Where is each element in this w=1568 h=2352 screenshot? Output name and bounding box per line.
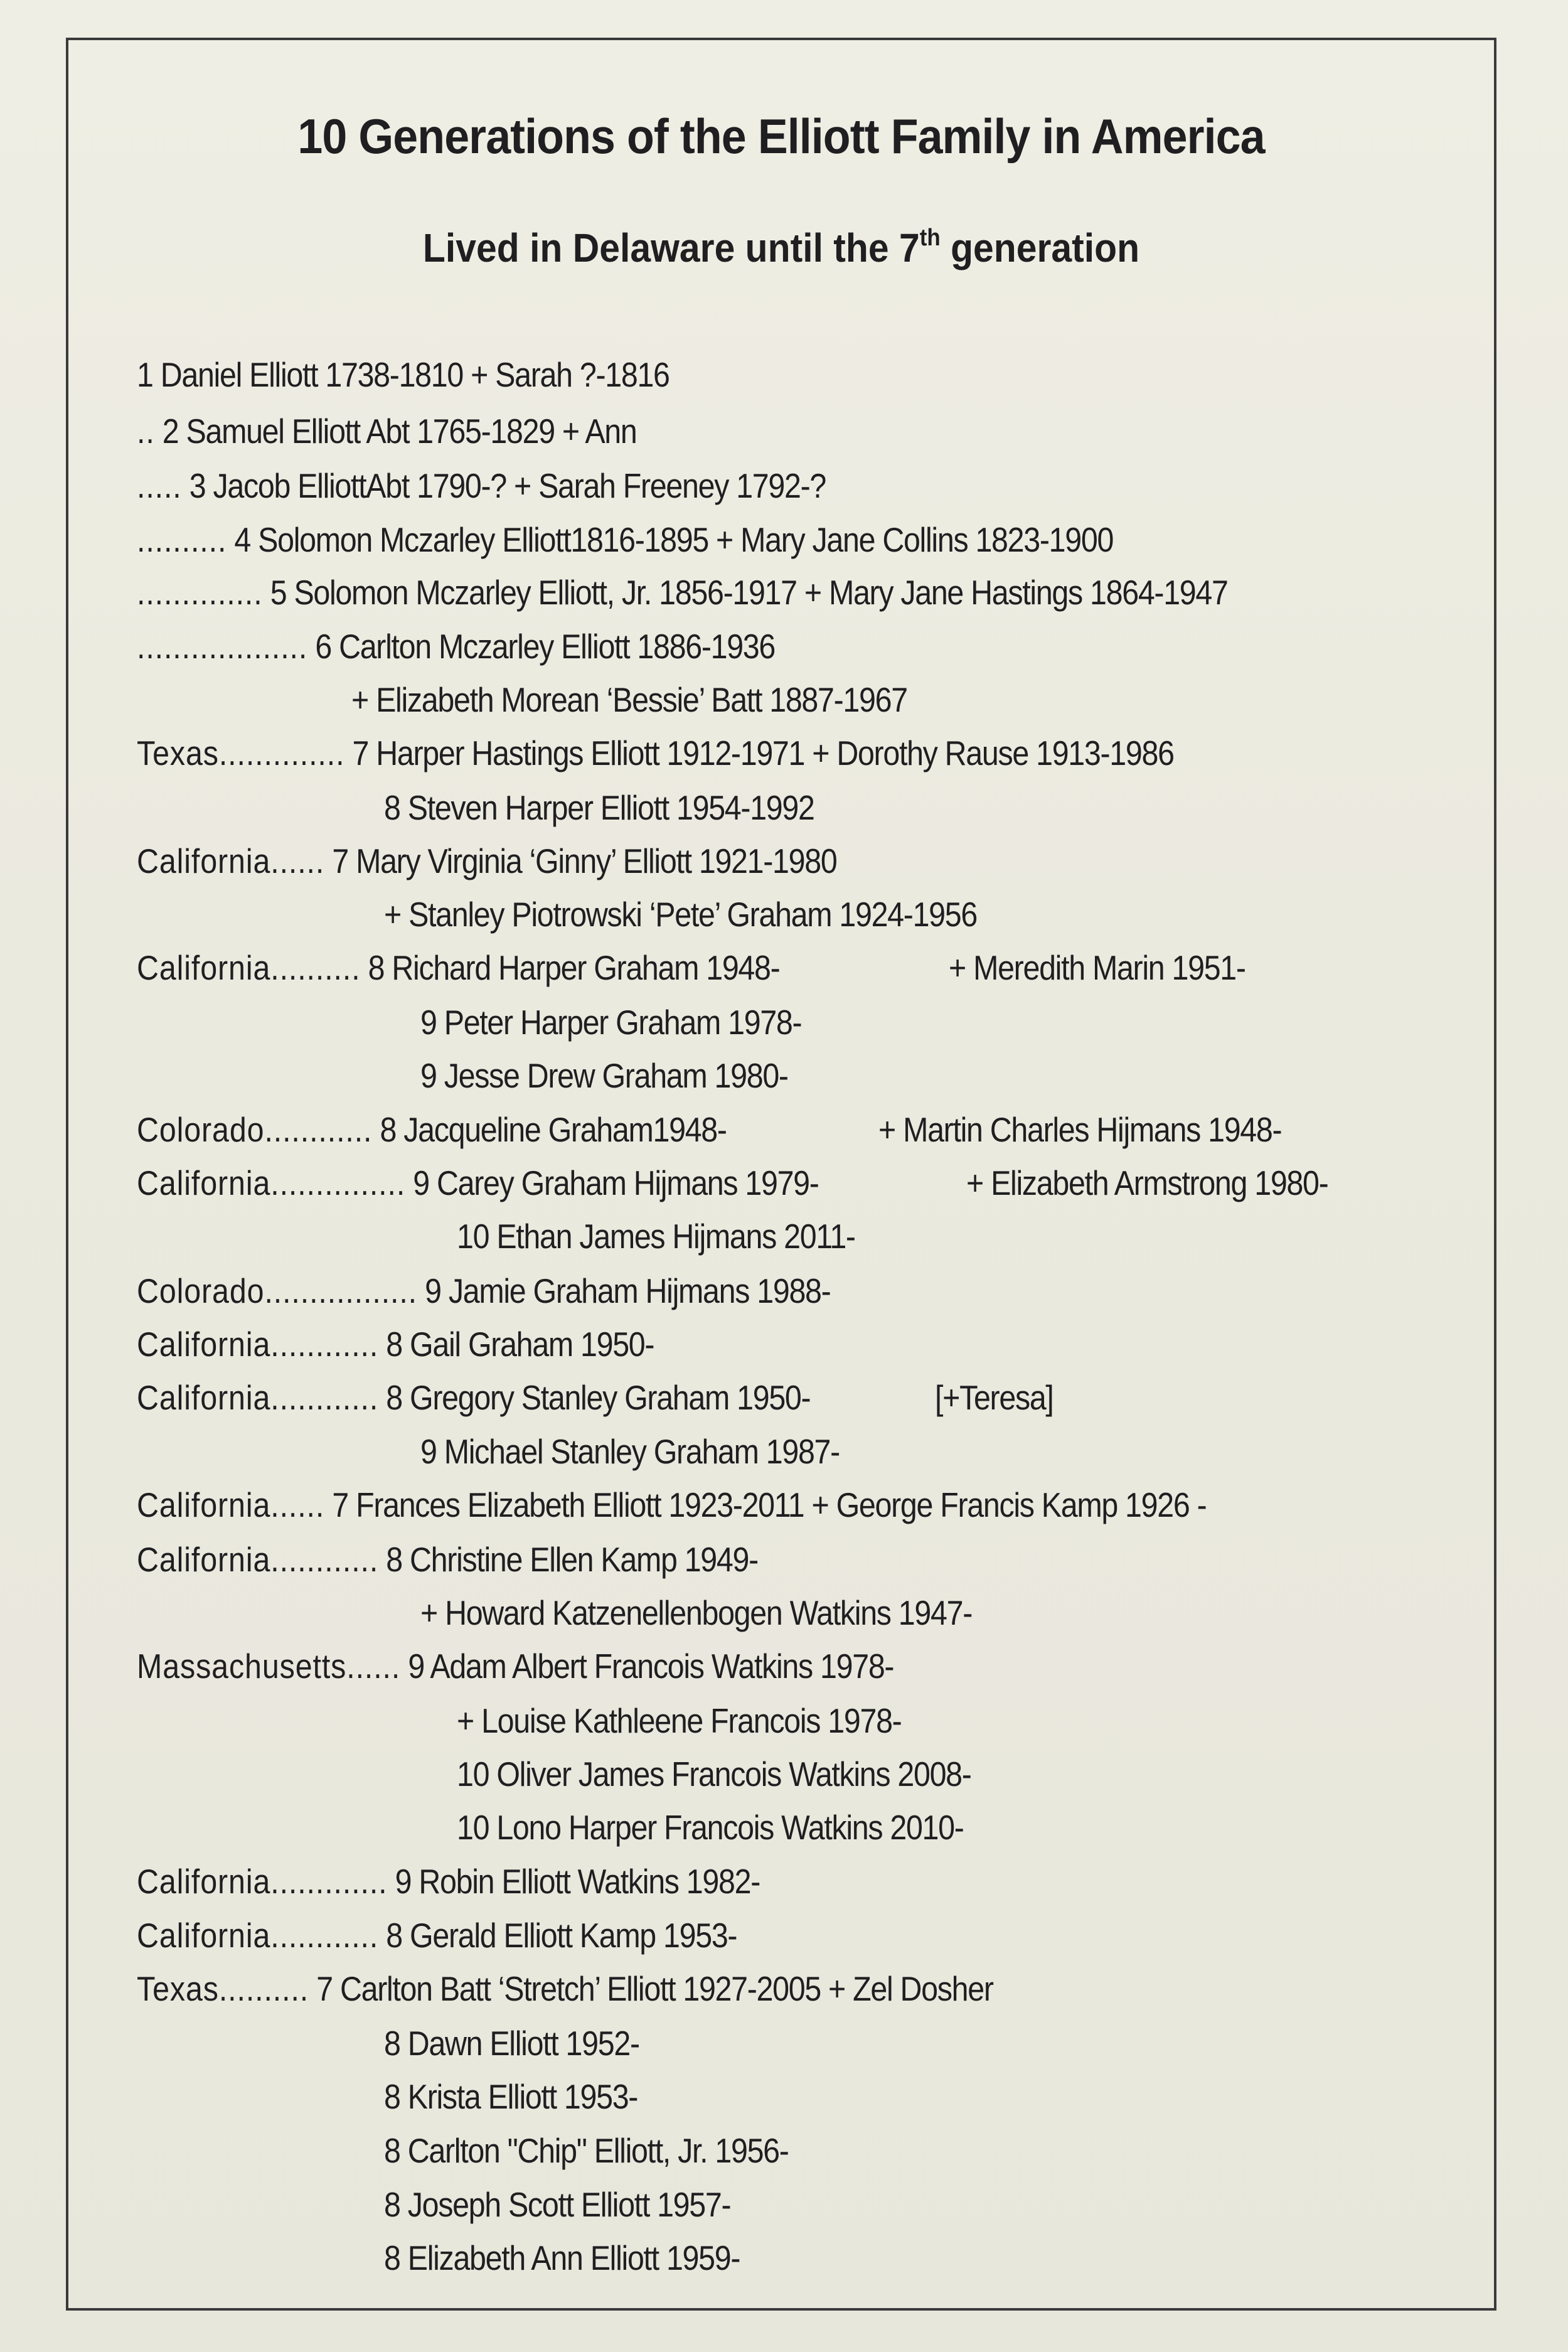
genealogy-entry <box>137 733 1174 773</box>
entry-generation-number: 7 <box>332 842 348 880</box>
entry-generation-number: 8 <box>386 1325 402 1364</box>
genealogy-entry <box>384 2184 730 2225</box>
genealogy-entry <box>137 411 636 451</box>
entry-person-text: Jacob ElliottAbt 1790-? + Sarah Freeney 1792-? <box>213 466 826 505</box>
entry-person-text: Gregory Stanley Graham 1950- <box>410 1378 811 1417</box>
entry-person-text: Solomon Mczarley Elliott1816-1895 + Mary Jane Collins 1823-1900 <box>258 520 1114 559</box>
entry-generation-number: 2 <box>162 412 179 451</box>
entry-person-text: + Louise Kathleene Francois 1978- <box>457 1701 902 1740</box>
genealogy-entry <box>137 1915 737 1955</box>
entry-person-text: Carlton Mczarley Elliott 1886-1936 <box>339 627 776 666</box>
entry-location-prefix: California.......... <box>137 948 361 987</box>
entry-person-text: Frances Elizabeth Elliott 1923-2011 + George Francis Kamp 1926 - <box>356 1485 1207 1524</box>
entry-person-text: Jesse Drew Graham 1980- <box>444 1056 788 1095</box>
genealogy-entry <box>137 355 669 395</box>
entry-person-text: Lono Harper Francois Watkins 2010- <box>496 1808 964 1847</box>
entry-generation-number: 7 <box>316 1969 333 2008</box>
entry-person-text: + Elizabeth Morean ‘Bessie’ Batt 1887-1967 <box>351 680 907 719</box>
genealogy-entry <box>137 1324 654 1364</box>
genealogy-entry <box>457 1807 964 1847</box>
entry-location-prefix: Colorado............ <box>137 1110 373 1149</box>
entry-person-text: Harper Hastings Elliott 1912-1971 + Dorothy Rause 1913-1986 <box>376 734 1174 772</box>
entry-spouse: [+Teresa] <box>935 1378 1053 1417</box>
entry-location-prefix: Massachusetts...... <box>137 1647 401 1686</box>
entry-person-text: + Stanley Piotrowski ‘Pete’ Graham 1924-1956 <box>384 895 977 934</box>
genealogy-entry <box>457 1216 855 1256</box>
entry-person-text: Joseph Scott Elliott 1957- <box>407 2185 731 2224</box>
entry-location-prefix: Texas.............. <box>137 734 345 772</box>
entry-location-prefix: .............. <box>137 573 263 612</box>
entry-person-text: + Howard Katzenellenbogen Watkins 1947- <box>420 1593 972 1632</box>
document-title: 10 Generations of the Elliott Family in America <box>297 109 1265 164</box>
entry-generation-number: 8 <box>368 948 385 987</box>
genealogy-entry <box>137 841 836 881</box>
entry-location-prefix: .......... <box>137 520 227 559</box>
entry-generation-number: 8 <box>386 1916 402 1955</box>
genealogy-entry <box>137 1539 758 1580</box>
subtitle-end: generation <box>940 225 1140 270</box>
genealogy-entry <box>420 1056 788 1096</box>
entry-spouse: + Elizabeth Armstrong 1980- <box>966 1163 1328 1202</box>
entry-generation-number: 3 <box>189 466 206 505</box>
genealogy-entry <box>384 2077 637 2117</box>
entry-person-text: Christine Ellen Kamp 1949- <box>410 1540 758 1579</box>
entry-spouse: + Meredith Marin 1951- <box>949 948 1245 987</box>
entry-generation-number: 10 <box>457 1808 489 1847</box>
entry-generation-number: 5 <box>270 573 287 612</box>
entry-generation-number: 4 <box>234 520 251 559</box>
entry-generation-number: 10 <box>457 1217 489 1256</box>
entry-person-text: Samuel Elliott Abt 1765-1829 + Ann <box>186 412 637 451</box>
entry-location-prefix: California............ <box>137 1916 379 1955</box>
entry-person-text: Solomon Mczarley Elliott, Jr. 1856-1917 + Mary Jane Hastings 1864-1947 <box>294 573 1228 612</box>
genealogy-entry <box>384 788 814 828</box>
entry-generation-number: 9 <box>395 1862 412 1901</box>
genealogy-entry <box>420 1002 801 1042</box>
entry-generation-number: 9 <box>408 1647 424 1686</box>
genealogy-entry <box>137 466 826 506</box>
subtitle-superscript: th <box>919 225 941 251</box>
entry-generation-number: 1 <box>137 355 153 394</box>
entry-person-text: Jacqueline Graham1948- <box>403 1110 727 1149</box>
entry-person-text: Ethan James Hijmans 2011- <box>496 1217 855 1256</box>
genealogy-entry <box>137 520 1113 560</box>
genealogy-entry <box>351 680 907 720</box>
entry-person-text: Robin Elliott Watkins 1982- <box>419 1862 760 1901</box>
entry-person-text: Peter Harper Graham 1978- <box>444 1003 802 1042</box>
entry-location-prefix: ..... <box>137 466 182 505</box>
entry-person-text: Daniel Elliott 1738-1810 + Sarah ?-1816 <box>160 355 669 394</box>
entry-person-text: Richard Harper Graham 1948- <box>392 948 780 987</box>
entry-location-prefix: California............. <box>137 1862 388 1901</box>
entry-generation-number: 7 <box>332 1485 348 1524</box>
subtitle-main: Lived in Delaware until the 7 <box>422 225 920 270</box>
entry-person-text: Carey Graham Hijmans 1979- <box>437 1163 819 1202</box>
entry-location-prefix: California...... <box>137 842 325 880</box>
genealogy-entry <box>137 1969 993 2009</box>
entry-generation-number: 9 <box>413 1163 429 1202</box>
entry-location-prefix: California............... <box>137 1163 406 1202</box>
entry-person-text: Jamie Graham Hijmans 1988- <box>448 1271 831 1310</box>
genealogy-entry <box>137 1485 1206 1525</box>
entry-generation-number: 8 <box>384 2077 400 2116</box>
genealogy-entry <box>384 2238 740 2278</box>
entry-generation-number: 8 <box>384 2024 400 2063</box>
entry-person-text: Elizabeth Ann Elliott 1959- <box>407 2238 740 2277</box>
entry-generation-number: 8 <box>380 1110 397 1149</box>
entry-person-text: Carlton "Chip" Elliott, Jr. 1956- <box>407 2131 789 2170</box>
genealogy-entry <box>457 1754 971 1794</box>
entry-person-text: Krista Elliott 1953- <box>407 2077 638 2116</box>
genealogy-entry <box>420 1431 840 1472</box>
entry-person-text: Michael Stanley Graham 1987- <box>444 1432 840 1471</box>
genealogy-entry <box>137 572 1228 612</box>
entry-generation-number: 9 <box>420 1056 437 1095</box>
entry-location-prefix: California............ <box>137 1540 379 1579</box>
entry-location-prefix: California............ <box>137 1325 379 1364</box>
entry-generation-number: 8 <box>384 2238 400 2277</box>
genealogy-entry <box>137 1377 810 1418</box>
genealogy-entry <box>137 1163 819 1203</box>
genealogy-entry <box>137 626 775 666</box>
entry-person-text: Gail Graham 1950- <box>410 1325 654 1364</box>
entry-generation-number: 8 <box>386 1540 402 1579</box>
entry-person-text: Steven Harper Elliott 1954-1992 <box>407 788 814 827</box>
entry-spouse: + Martin Charles Hijmans 1948- <box>878 1110 1282 1149</box>
entry-location-prefix: Colorado................. <box>137 1271 418 1310</box>
entry-person-text: Dawn Elliott 1952- <box>407 2024 639 2063</box>
genealogy-entry <box>457 1701 901 1741</box>
entry-person-text: Oliver James Francois Watkins 2008- <box>496 1755 971 1793</box>
document-subtitle <box>123 225 1439 271</box>
entry-person-text: Mary Virginia ‘Ginny’ Elliott 1921-1980 <box>356 842 837 880</box>
entry-generation-number: 6 <box>315 627 331 666</box>
entry-generation-number: 9 <box>420 1003 437 1042</box>
entry-person-text: Gerald Elliott Kamp 1953- <box>410 1916 737 1955</box>
genealogy-entry <box>137 948 779 988</box>
entry-generation-number: 8 <box>384 2131 400 2170</box>
entry-generation-number: 10 <box>457 1755 489 1793</box>
entry-generation-number: 9 <box>420 1432 437 1471</box>
entry-location-prefix: California............ <box>137 1378 379 1417</box>
genealogy-entry <box>384 894 977 934</box>
entry-location-prefix: California...... <box>137 1485 325 1524</box>
entry-generation-number: 8 <box>384 788 400 827</box>
genealogy-entry <box>384 2023 639 2063</box>
entry-location-prefix: Texas.......... <box>137 1969 309 2008</box>
genealogy-entry <box>384 2130 789 2171</box>
entry-location-prefix: ................... <box>137 627 308 666</box>
entry-generation-number: 7 <box>352 734 369 772</box>
entry-person-text: Carlton Batt ‘Stretch’ Elliott 1927-2005 + Zel Dosher <box>339 1969 993 2008</box>
genealogy-entry <box>420 1593 972 1633</box>
entry-person-text: Adam Albert Francois Watkins 1978- <box>430 1647 894 1686</box>
entry-generation-number: 8 <box>384 2185 400 2224</box>
genealogy-entry <box>137 1861 760 1901</box>
entry-generation-number: 9 <box>425 1271 441 1310</box>
genealogy-entry <box>137 1271 830 1311</box>
genealogy-entry <box>137 1646 893 1686</box>
entry-location-prefix: .. <box>137 412 155 451</box>
entry-generation-number: 8 <box>386 1378 402 1417</box>
genealogy-entry <box>137 1109 727 1150</box>
